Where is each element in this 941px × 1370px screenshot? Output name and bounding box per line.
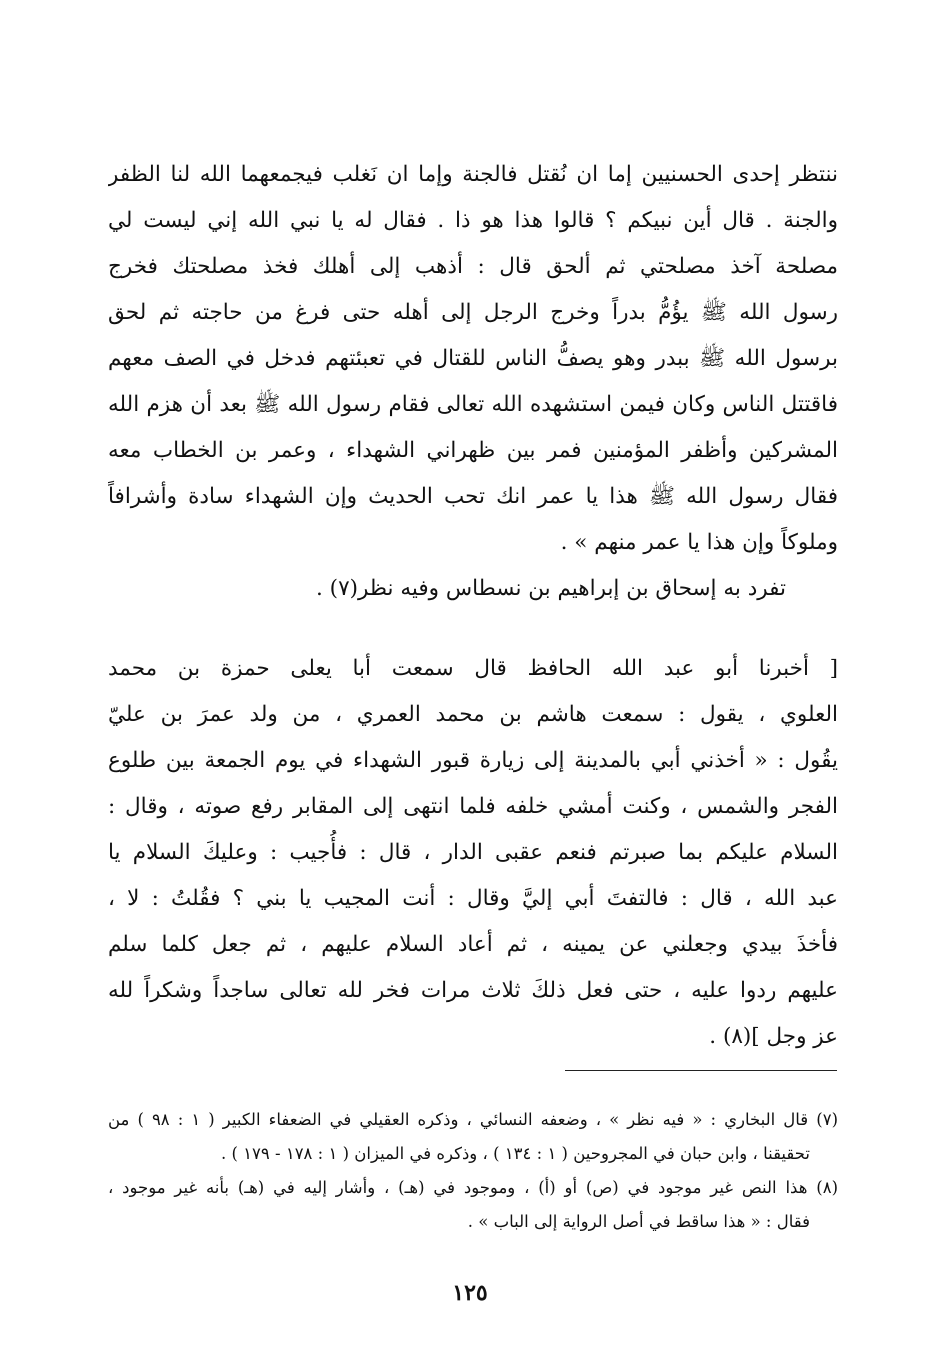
page-number: ١٢٥: [452, 1280, 488, 1306]
text-line: المشركين وأظفر المؤمنين فمر بين ظهراني الشهداء ، وعمر بن الخطاب معه: [108, 438, 838, 463]
text-line: يقُول : « أخذني أبي بالمدينة إلى زيارة قبور الشهداء في يوم الجمعة بين طلوع: [108, 748, 838, 773]
paragraph-spacer: [108, 612, 838, 646]
text-line: فأخذَ بيدي وجعلني عن يمينه ، ثم أعاد السلام عليهم ، ثم جعل كلما سلم: [108, 932, 838, 957]
text-line: فقال رسول الله ﷺ هذا يا عمر انك تحب الحديث وإن الشهداء سادة وأشرافاً: [108, 484, 838, 509]
text-line: العلوي ، يقول : سمعت هاشم بن محمد العمري ، من ولد عمرَ بن عليّ: [108, 702, 838, 727]
text-line: ننتظر إحدى الحسنيين إما ان نُقتل فالجنة وإما ان نَغلب فيجمعهما الله لنا الظفر: [108, 162, 838, 187]
footnote-7: (٧) قال البخاري : « فيه نظر » ، وضعفه النسائي ، وذكره العقيلي في الضعفاء الكبير ( ١ : ٩٨ ) من: [108, 1110, 838, 1129]
text-line: والجنة . قال أين نبيكم ؟ قالوا هذا هو ذا . فقال له يا نبي الله إني ليست لي: [108, 208, 838, 233]
footnote-divider: [565, 1070, 837, 1071]
text-line: فاقتتل الناس وكان فيمن استشهده الله تعالى فقام رسول الله ﷺ بعد أن هزم الله: [108, 392, 838, 417]
text-line: رسول الله ﷺ يؤُمُّ بدراً وخرج الرجل إلى أهله حتى فرغ من حاجته ثم لحق: [108, 300, 838, 325]
main-text: [108, 152, 838, 1060]
footnote-7-continued: تحقيقنا ، وابن حبان في المجروحين ( ١ : ١٣٤ ) ، وذكره في الميزان ( ١ : ١٧٨ - ١٧٩ ) .: [220, 1144, 810, 1163]
text-line: برسول الله ﷺ ببدر وهو يصفُّ الناس للقتال في تعبئتهم فدخل في الصف معهم: [108, 346, 838, 371]
text-line: عز وجل ](٨) .: [709, 1024, 838, 1049]
text-line: وملوكاً وإن هذا يا عمر منهم » .: [560, 530, 838, 555]
text-line: السلام عليكم بما صبرتم فنعم عقبى الدار ، قال : فأُجيب : وعليكَ السلام يا: [108, 840, 838, 865]
text-line: عليهم ردوا عليه ، حتى فعل ذلكَ ثلاث مرات فخر لله تعالى ساجداً وشكراً لله: [108, 978, 838, 1003]
text-line: مصلحة آخذ مصلحتي ثم ألحق قال : أذهب إلى أهلك فخذ مصلحتك فخرج: [108, 254, 838, 279]
text-line: عبد الله ، قال : فالتفتَ أبي إليَّ وقال : أنت المجيب يا بني ؟ فقُلتُ : لا ،: [108, 886, 838, 911]
text-line: [ أخبرنا أبو عبد الله الحافظ قال سمعت أبا يعلى حمزة بن محمد: [108, 656, 838, 681]
narration-note: تفرد به إسحاق بن إبراهيم بن نسطاس وفيه نظر(٧) .: [316, 576, 786, 601]
footnote-8-continued: فقال : « هذا ساقط في أصل الرواية إلى الباب » .: [467, 1212, 810, 1231]
footnote-8: (٨) هذا النص غير موجود في (ص) أو (أ) ، وموجود في (هـ) ، وأشار إليه في (هـ) بأنه غير موجود ،: [108, 1178, 838, 1197]
footnotes: [108, 1103, 838, 1239]
text-line: الفجر والشمس ، وكنت أمشي خلفه فلما انتهى إلى المقابر رفع صوته ، وقال :: [108, 794, 838, 819]
